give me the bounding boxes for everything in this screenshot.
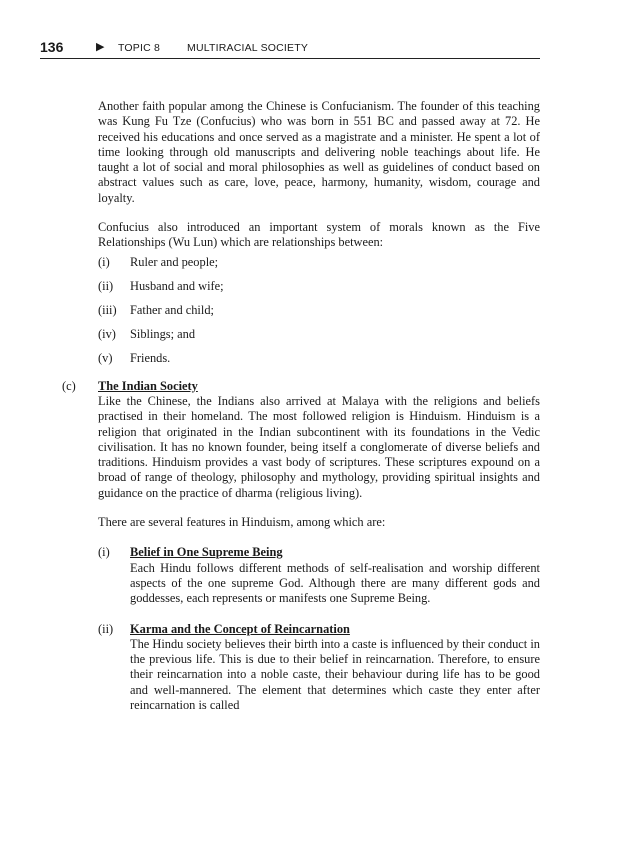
- list-text: Father and child;: [130, 302, 214, 317]
- list-text: Siblings; and: [130, 326, 196, 341]
- topic-title: MULTIRACIAL SOCIETY: [187, 42, 309, 54]
- feature-text: Each Hindu follows different methods of self-realisation and worship different aspects of the one supreme God. Although there are many different gods and goddesses, each represents or manifests one Supreme Being.: [130, 560, 540, 606]
- list-number: (ii): [98, 278, 114, 293]
- list-item: [98, 327, 540, 351]
- arrow-icon: ▶: [96, 41, 105, 53]
- list-text: Husband and wife;: [130, 278, 224, 293]
- feature-number: (ii): [98, 621, 114, 636]
- section-indian-society: [62, 378, 540, 714]
- confucianism-paragraph: Another faith popular among the Chinese is Confucianism. The founder of this teaching was Kung Fu Tze (Confucius) who was born in 551 BC and passed away at 72. He received his educations and once served as a magistrate and a minister. He spent a lot of time looking through old manuscripts and delivering noble teachings about life. He taught a lot of social and moral philosophies as well as guidelines of conduct based on abstract values such as care, love, peace, harmony, humanity, wisdom, courage and loyalty.: [98, 99, 540, 205]
- section-heading: The Indian Society: [98, 378, 198, 393]
- list-item: [98, 279, 540, 303]
- feature-heading: Belief in One Supreme Being: [130, 545, 283, 560]
- features-intro: There are several features in Hinduism, among which are:: [98, 515, 386, 530]
- section-label: (c): [62, 378, 76, 393]
- topic-label: TOPIC 8: [118, 42, 161, 54]
- feature-item: [98, 545, 540, 606]
- feature-number: (i): [98, 545, 110, 560]
- list-item: [98, 351, 540, 375]
- page-content: [62, 99, 540, 713]
- list-number: (v): [98, 350, 113, 365]
- page-header: [40, 38, 540, 59]
- list-text: Ruler and people;: [130, 254, 219, 269]
- list-item: [98, 255, 540, 279]
- feature-item: [98, 622, 540, 714]
- list-number: (iv): [98, 326, 116, 341]
- relationships-list: [98, 255, 540, 375]
- page-number: 136: [40, 39, 64, 55]
- hinduism-paragraph: Like the Chinese, the Indians also arrived at Malaya with the religions and beliefs practised in their homeland. The most followed religion is Hinduism. Hinduism is a religion that originated in the Indian subcontinent with its foundations in the Vedic civilisation. It has no known founder, being itself a conglomerate of diverse beliefs and traditions. Hinduism provides a vast body of scriptures. These scriptures expound on a broad of range of theology, philosophy and mythology, providing spiritual insights and guidance on the practice of dharma (religious living).: [98, 393, 540, 500]
- list-number: (i): [98, 254, 110, 269]
- feature-text: The Hindu society believes their birth into a caste is influenced by their conduct in the previous life. This is due to their belief in reincarnation. Therefore, to ensure their reincarnation into a noble caste, their behaviour during life has to be good and well-mannered. The element that determines which caste they enter after reincarnation is called: [130, 636, 540, 713]
- list-text: Friends.: [130, 350, 171, 365]
- list-number: (iii): [98, 302, 117, 317]
- list-item: [98, 303, 540, 327]
- five-relationships-paragraph: Confucius also introduced an important system of morals known as the Five Relationships (Wu Lun) which are relationships between:: [98, 220, 540, 250]
- feature-heading: Karma and the Concept of Reincarnation: [130, 621, 350, 636]
